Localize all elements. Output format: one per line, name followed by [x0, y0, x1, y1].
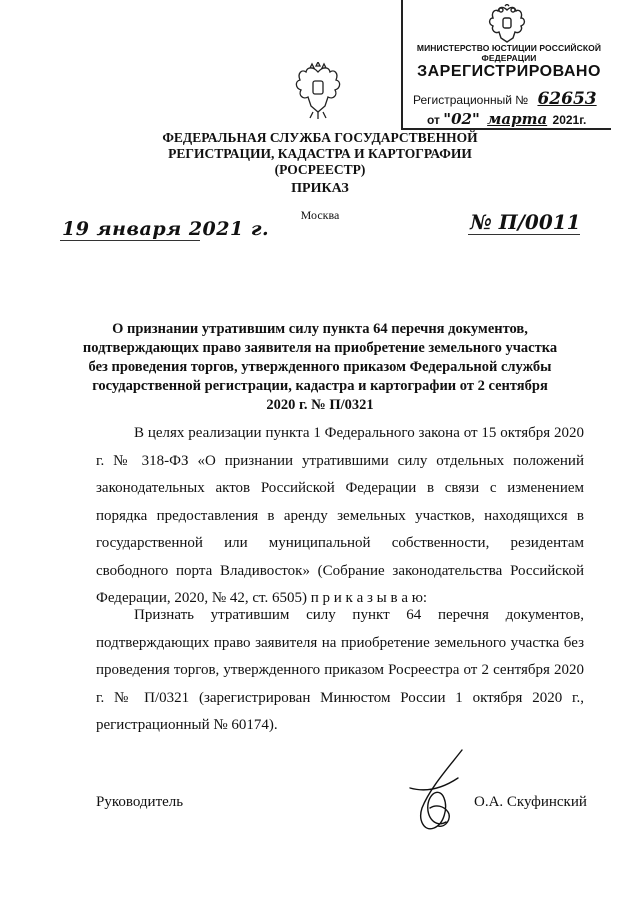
organization-name: [140, 130, 500, 178]
stamp-reg-label: Регистрационный №: [413, 93, 529, 107]
document-type: ПРИКАЗ: [291, 181, 349, 196]
stamp-date-day: "02": [443, 110, 480, 128]
org-line-1: ФЕДЕРАЛЬНАЯ СЛУЖБА ГОСУДАРСТВЕННОЙ: [162, 130, 478, 145]
document-title: О признании утратившим силу пункта 64 перечня документов, подтверждающих право заявителя на приобретение земельного участка без проведения торгов, утвержденного приказом Федеральной службы государственной регистрации, кадастра и картографии от 2 сентября 2020 г. № П/0321: [82, 321, 558, 413]
document-date: 19 января 2021 г.: [62, 218, 270, 240]
paragraph-1-text: В целях реализации пункта 1 Федерального закона от 15 октября 2020 г. № 318-ФЗ «О признании утратившими силу отдельных положений законодательных актов Российской Федерации в связи с изменением порядка предоставления в аренду земельных участков, находящихся в государственной или муниципальной собственности, резидентам свободного порта Владивосток» (Собрание законодательства Российской Федерации, 2020, № 42, ст. 6505) п р и к а з ы в а ю:: [96, 425, 584, 606]
stamp-date-prefix: от: [427, 113, 440, 127]
org-line-3: (РОСРЕЕСТР): [274, 162, 366, 177]
stamp-date-year: 2021г.: [552, 113, 587, 127]
coat-of-arms-icon: [293, 62, 343, 120]
stamp-date-line: [427, 110, 617, 128]
document-city: Москва: [300, 208, 340, 222]
document-number: № П/0011: [470, 210, 581, 234]
signer-name: О.А. Скуфинский: [474, 794, 587, 810]
body-paragraph-1: [96, 420, 584, 613]
eagle-emblem-icon: [485, 4, 529, 44]
stamp-ministry: МИНИСТЕРСТВО ЮСТИЦИИ РОССИЙСКОЙ ФЕДЕРАЦИИ: [416, 43, 602, 63]
body-paragraph-2: [96, 602, 584, 740]
date-underline: [60, 240, 200, 241]
number-underline: [468, 234, 580, 235]
paragraph-2-text: Признать утратившим силу пункт 64 перечня документов, подтверждающих право заявителя на приобретение земельного участка без проведения торгов, утвержденного приказом Росреестра от 2 сентября 2020 г. № П/0321 (зарегистрирован Минюстом России 1 октября 2020 г., регистрационный № 60174).: [96, 607, 584, 733]
stamp-status: ЗАРЕГИСТРИРОВАНО: [417, 63, 601, 80]
org-line-2: РЕГИСТРАЦИИ, КАДАСТРА И КАРТОГРАФИИ: [168, 146, 472, 161]
stamp-date-month: марта: [487, 110, 548, 128]
signer-title: Руководитель: [96, 794, 184, 810]
stamp-registration-line: [413, 89, 613, 109]
stamp-reg-number: 62653: [537, 89, 597, 109]
registration-stamp: [401, 0, 611, 130]
handwritten-signature: [400, 748, 480, 838]
